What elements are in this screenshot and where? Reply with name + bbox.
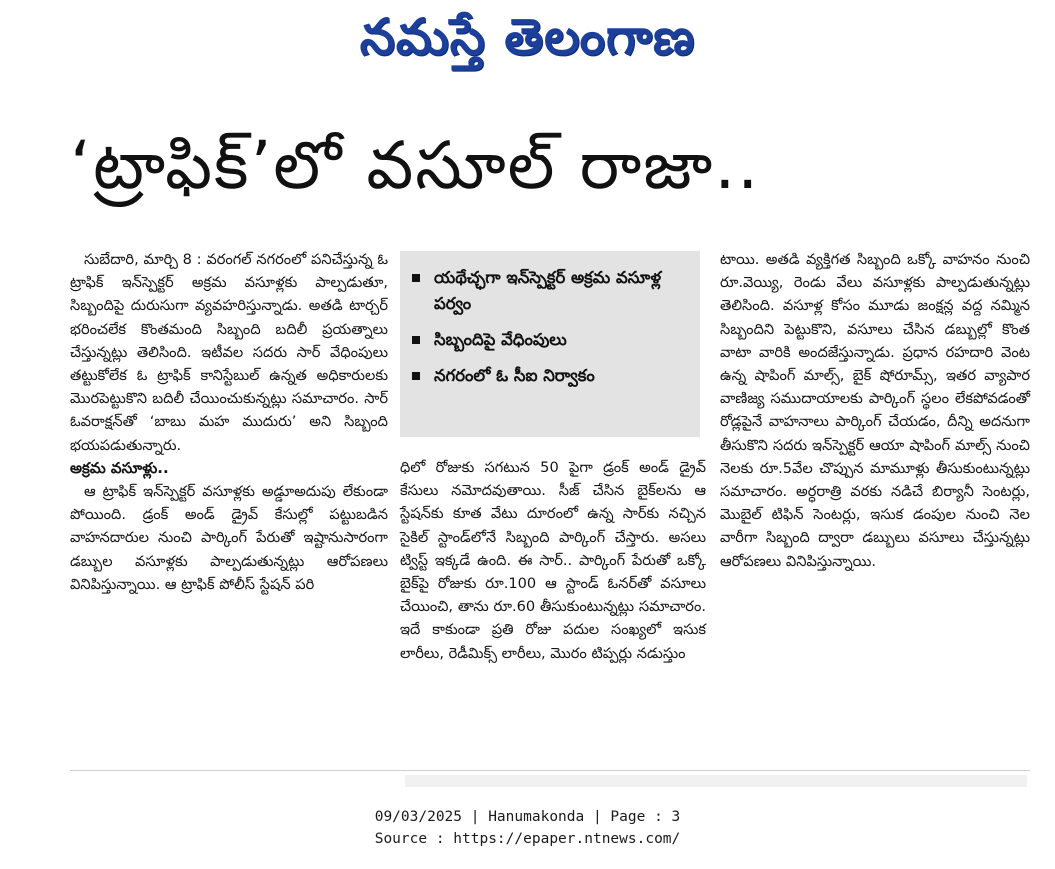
footer-source: Source : https://epaper.ntnews.com/ xyxy=(374,831,681,847)
highlight-text: సిబ్బందిపై వేధింపులు xyxy=(434,330,567,349)
highlight-item xyxy=(412,363,690,389)
highlight-text: నగరంలో ఓ సీఐ నిర్వాకం xyxy=(434,366,595,385)
column3-paragraph-1: టాయి. అతడి వ్యక్తిగత సిబ్బంది ఒక్కో వాహనం నుంచి రూ.వెయ్యి, రెండు వేలు వసూళ్లకు పాల్పడుతున్నట్లు తెలిసింది. వసూళ్ల కోసం మూడు జంక్షన్ల వద్ద నమ్మిన సిబ్బందిని పెట్టుకొని, వసూలు చేసిన డబ్బుల్లో కొంత వాటా వారికి అందజేస్తున్నాడు. ప్రధాన రహదారి వెంట ఉన్న షాపింగ్ మాల్స్, బైక్ షోరూమ్స్, ఇతర వ్యాపార వాణిజ్య సముదాయాలకు పార్కింగ్ స్థలం లేకపోవడంతో రోడ్లపైనే వాహనాలు పార్కింగ్ చేయడం, దీన్ని అదనుగా తీసుకొని సదరు ఇన్‌స్పెక్టర్ ఆయా షాపింగ్ మాల్స్ నుంచి నెలకు రూ.5వేల చొప్పున మామూళ్లు తీసుకుంటున్నట్లు సమాచారం. అర్ధరాత్రి వరకు నడిచే బిర్యానీ సెంటర్లు, మొబైల్ టిఫిన్ సెంటర్లు, ఇసుక డంపుల నుంచి నెల వారీగా సిబ్బంది ద్వారా డబ్బులు వసూలు చేస్తున్నట్లు ఆరోపణలు వినిపిస్తున్నాయి. xyxy=(720,251,1030,570)
highlight-text: యథేచ్ఛగా ఇన్‌స్పెక్టర్ అక్రమ వసూళ్ల పర్వం xyxy=(434,268,662,313)
page-footer xyxy=(0,806,1055,850)
highlights-box xyxy=(400,251,700,437)
column2-paragraph-1: ధిలో రోజుకు సగటున 50 పైగా డ్రంక్ అండ్ డ్రైవ్ కేసులు నమోదవుతాయి. సీజ్ చేసిన బైక్‌లను ఆ స్టేషన్‌కు కూత వేటు దూరంలో ఉన్న సార్‌కు నచ్చిన సైకిల్ స్టాండ్‌లోనే సిబ్బంది పార్కింగ్ చేస్తారు. అసలు ట్విస్ట్ ఇక్కడే ఉంది. ఈ సార్.. పార్కింగ్ పేరుతో ఒక్కో బైక్‌పై రోజుకు రూ.100 ఆ స్టాండ్ ఓనర్‌తో వసూలు చేయించి, తాను రూ.60 తీసుకుంటున్నట్లు సమాచారం. ఇదే కాకుండా ప్రతి రోజు పదుల సంఖ్యలో ఇసుక లారీలు, రెడీమిక్స్ లారీలు, మొరం టిప్పర్లు నడుస్తుం xyxy=(400,459,706,662)
square-bullet-icon xyxy=(412,336,420,344)
highlight-item xyxy=(412,265,690,317)
square-bullet-icon xyxy=(412,274,420,282)
column1-paragraph-2: ఆ ట్రాఫిక్ ఇన్‌స్పెక్టర్ వసూళ్లకు అడ్డూఅదుపు లేకుండా పోయింది. డ్రంక్ అండ్ డ్రైవ్ కేసుల్లో పట్టుబడిన వాహనదారుల నుంచి పార్కింగ్ పేరుతో ఇష్టానుసారంగా డబ్బుల వసూళ్లకు పాల్పడుతున్నట్లు ఆరోపణలు వినిపిస్తున్నాయి. ఆ ట్రాఫిక్ పోలీస్ స్టేషన్ పరి xyxy=(70,483,388,593)
article-column-1 xyxy=(70,248,388,596)
newspaper-masthead: నమస్తే తెలంగాణ xyxy=(359,8,696,66)
article-headline: ‘ట్రాఫిక్’లో వసూల్ రాజా.. xyxy=(70,127,761,204)
page-divider xyxy=(70,770,1030,771)
column1-subhead: అక్రమ వసూళ్లు.. xyxy=(70,458,169,477)
article-column-3 xyxy=(720,248,1030,573)
footer-date-edition: 09/03/2025 | Hanumakonda | Page : 3 xyxy=(374,809,681,825)
column1-paragraph-1: సుబేదారి, మార్చి 8 : వరంగల్ నగరంలో పనిచేస్తున్న ఓ ట్రాఫిక్ ఇన్‌స్పెక్టర్ అక్రమ వసూళ్లకు పాల్పడుతూ, సిబ్బందిపై దురుసుగా వ్యవహరిస్తున్నాడు. అతడి టార్చర్ భరించలేక కొంతమంది సిబ్బంది బదిలీ ప్రయత్నాలు చేస్తున్నట్లు తెలిసింది. ఇటీవల సదరు సార్ వేధింపులు తట్టుకోలేక ఓ ట్రాఫిక్ కానిస్టేబుల్ ఉన్నత అధికారులకు మొరపెట్టుకొని బదిలీ చేయించుకున్నట్లు సమాచారం. సార్ ఓవరాక్షన్‌తో ‘బాబు మహ ముదురు’ అని సిబ్బంది భయపడుతున్నారు. xyxy=(70,251,388,454)
highlights-list xyxy=(400,251,700,389)
square-bullet-icon xyxy=(412,372,420,380)
article-column-2 xyxy=(400,456,706,665)
highlight-item xyxy=(412,327,690,353)
page-divider-shade xyxy=(405,775,1027,787)
